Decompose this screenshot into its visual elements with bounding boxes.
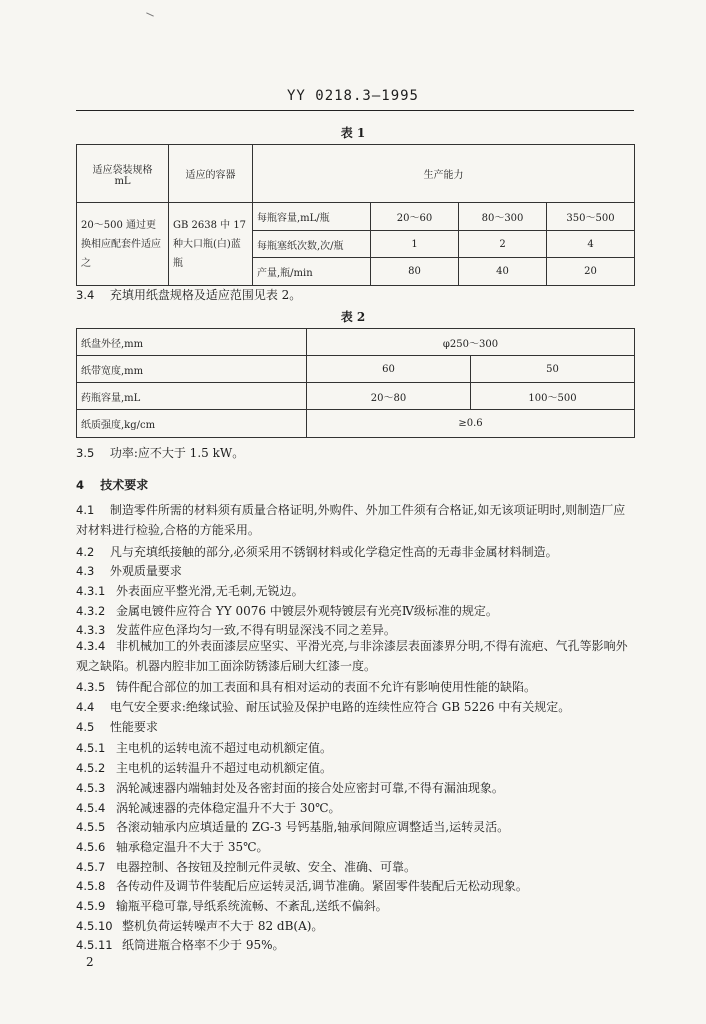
table1-cell: 20 — [547, 258, 635, 286]
section-text: 铸件配合部位的加工表面和具有相对运动的表面不允许有影响使用性能的缺陷。 — [116, 680, 537, 694]
section-number: 4.5.3 — [76, 781, 106, 795]
table1-cell: 1 — [371, 231, 459, 258]
section-text: 各传动件及调节件装配后应运转灵活,调节准确。紧固零件装配后无松动现象。 — [116, 879, 528, 893]
perf-item — [76, 779, 504, 796]
section-text: 凡与充填纸接触的部分,必须采用不锈钢材料或化学稳定性高的无毒非金属材料制造。 — [109, 545, 558, 559]
section-text: 功率:应不大于 1.5 kW。 — [109, 446, 245, 460]
table1-cell: 20～60 — [371, 203, 459, 231]
section-number: 4.3.2 — [76, 604, 106, 618]
section-number: 3.5 — [76, 446, 95, 460]
table2 — [76, 328, 635, 438]
table1-cell: 2 — [459, 231, 547, 258]
section-text: 电器控制、各按钮及控制元件灵敏、安全、准确、可靠。 — [116, 860, 417, 874]
section-text: 轴承稳定温升不大于 35℃。 — [116, 840, 269, 854]
table2-cell: 60 — [307, 356, 471, 383]
section-text: 电气安全要求:绝缘试验、耐压试验及保护电路的连续性应符合 GB 5226 中有关规定。 — [109, 700, 571, 714]
table1-cell: 4 — [547, 231, 635, 258]
section-text: 发蓝件应色泽均匀一致,不得有明显深浅不同之差异。 — [116, 623, 396, 637]
section-text: 制造零件所需的材料须有质量合格证明,外购件、外加工件须有合格证,如无该项证明时,则制造厂应对材料进行检验,合格的方能采用。 — [76, 503, 626, 537]
section-number: 4.5 — [76, 720, 95, 734]
section-text: 整机负荷运转噪声不大于 82 dB(A)。 — [122, 919, 324, 933]
perf-item — [76, 759, 332, 776]
table1-caption: 表 1 — [340, 126, 366, 140]
section-text: 主电机的运转电流不超过电动机额定值。 — [116, 741, 333, 755]
perf-item — [76, 818, 509, 835]
section-text: 纸筒进瓶合格率不少于 95%。 — [122, 938, 285, 952]
table1-cell: 350～500 — [547, 203, 635, 231]
section-4-2 — [76, 543, 558, 560]
table2-row-label: 纸带宽度,mm — [77, 356, 307, 383]
table1 — [76, 144, 635, 286]
table2-cell: ≥0.6 — [307, 410, 635, 438]
perf-item — [76, 917, 323, 934]
header-rule — [76, 110, 634, 111]
section-4-1 — [76, 500, 636, 540]
section-4-5 — [76, 718, 158, 735]
table1-container-value: GB 2638 中 17 种大口瓶(白)蓝瓶 — [169, 203, 253, 286]
section-text: 性能要求 — [109, 720, 158, 734]
section-number: 4.3.5 — [76, 680, 106, 694]
section-number: 4.3 — [76, 564, 95, 578]
section-text: 输瓶平稳可靠,导纸系统流畅、不紊乱,送纸不偏斜。 — [116, 899, 388, 913]
section-4-4 — [76, 698, 570, 715]
perf-item — [76, 739, 332, 756]
table1-cell: 40 — [459, 258, 547, 286]
table1-header-capacity: 生产能力 — [253, 145, 635, 203]
section-text: 外观质量要求 — [109, 564, 182, 578]
section-text: 各滚动轴承内应填适量的 ZG-3 号钙基脂,轴承间隙应调整适当,运转灵活。 — [116, 820, 510, 834]
section-number: 4.5.9 — [76, 899, 106, 913]
table2-caption: 表 2 — [340, 310, 366, 324]
section-number: 4.5.8 — [76, 879, 106, 893]
section-text: 涡轮减速器的壳体稳定温升不大于 30℃。 — [116, 801, 341, 815]
section-text: 非机械加工的外表面漆层应坚实、平滑光亮,与非涂漆层表面漆界分明,不得有流疤、气孔等影响外观之缺陷。机器内腔非加工面涂防锈漆后刷大红漆一度。 — [76, 639, 628, 673]
section-number: 4.2 — [76, 545, 95, 559]
perf-item — [76, 799, 341, 816]
section-number: 4.5.11 — [76, 938, 113, 952]
table2-row-label: 药瓶容量,mL — [77, 383, 307, 410]
section-text: 涡轮减速器内端轴封处及各密封面的接合处应密封可靠,不得有漏油现象。 — [116, 781, 504, 795]
section-text: 主电机的运转温升不超过电动机额定值。 — [116, 761, 333, 775]
section-number: 4.3.4 — [76, 639, 106, 653]
section-number: 4.5.4 — [76, 801, 106, 815]
section-text: 外表面应平整光滑,无毛刺,无锐边。 — [116, 584, 304, 598]
section-4-3-4 — [76, 636, 636, 676]
section-number: 3.4 — [76, 288, 95, 302]
section-number: 4.5.1 — [76, 741, 106, 755]
table1-header-size: 适应袋装规格 mL — [77, 145, 169, 203]
section-4-3-1 — [76, 582, 304, 599]
section-text: 充填用纸盘规格及适应范围见表 2。 — [109, 288, 302, 302]
table2-row-label: 纸盘外径,mm — [77, 329, 307, 356]
table1-row-label: 产量,瓶/min — [253, 258, 371, 286]
table2-row-label: 纸质强度,kg/cm — [77, 410, 307, 438]
table2-cell: 100～500 — [471, 383, 635, 410]
section-number: 4.1 — [76, 503, 95, 517]
scan-mark — [146, 12, 154, 16]
section-number: 4.3.1 — [76, 584, 106, 598]
section-title: 技术要求 — [100, 478, 149, 492]
table1-row-label: 每瓶塞纸次数,次/瓶 — [253, 231, 371, 258]
table2-cell: 20～80 — [307, 383, 471, 410]
section-3-4 — [76, 286, 301, 303]
section-number: 4 — [76, 478, 85, 492]
table1-cell: 80 — [371, 258, 459, 286]
table1-row-label: 每瓶容量,mL/瓶 — [253, 203, 371, 231]
table1-header-container: 适应的容器 — [169, 145, 253, 203]
table2-cell: 50 — [471, 356, 635, 383]
table1-size-value: 20～500 通过更换相应配套件适应之 — [77, 203, 169, 286]
section-number: 4.4 — [76, 700, 95, 714]
section-number: 4.3.3 — [76, 623, 106, 637]
page-number: 2 — [86, 955, 94, 969]
table2-cell: φ250～300 — [307, 329, 635, 356]
section-number: 4.5.2 — [76, 761, 106, 775]
perf-item — [76, 838, 269, 855]
section-4-3-2 — [76, 602, 498, 619]
section-4-heading — [76, 476, 148, 493]
section-4-3 — [76, 562, 182, 579]
section-number: 4.5.10 — [76, 919, 113, 933]
section-3-5 — [76, 444, 244, 461]
perf-item — [76, 877, 528, 894]
section-number: 4.5.7 — [76, 860, 106, 874]
section-number: 4.5.5 — [76, 820, 106, 834]
standard-number: YY 0218.3—1995 — [286, 88, 419, 104]
table1-cell: 80～300 — [459, 203, 547, 231]
section-text: 金属电镀件应符合 YY 0076 中镀层外观特镀层有光亮Ⅳ级标准的规定。 — [116, 604, 498, 618]
perf-item — [76, 858, 416, 875]
perf-item — [76, 897, 388, 914]
section-4-3-5 — [76, 678, 536, 695]
perf-item — [76, 936, 285, 953]
section-number: 4.5.6 — [76, 840, 106, 854]
